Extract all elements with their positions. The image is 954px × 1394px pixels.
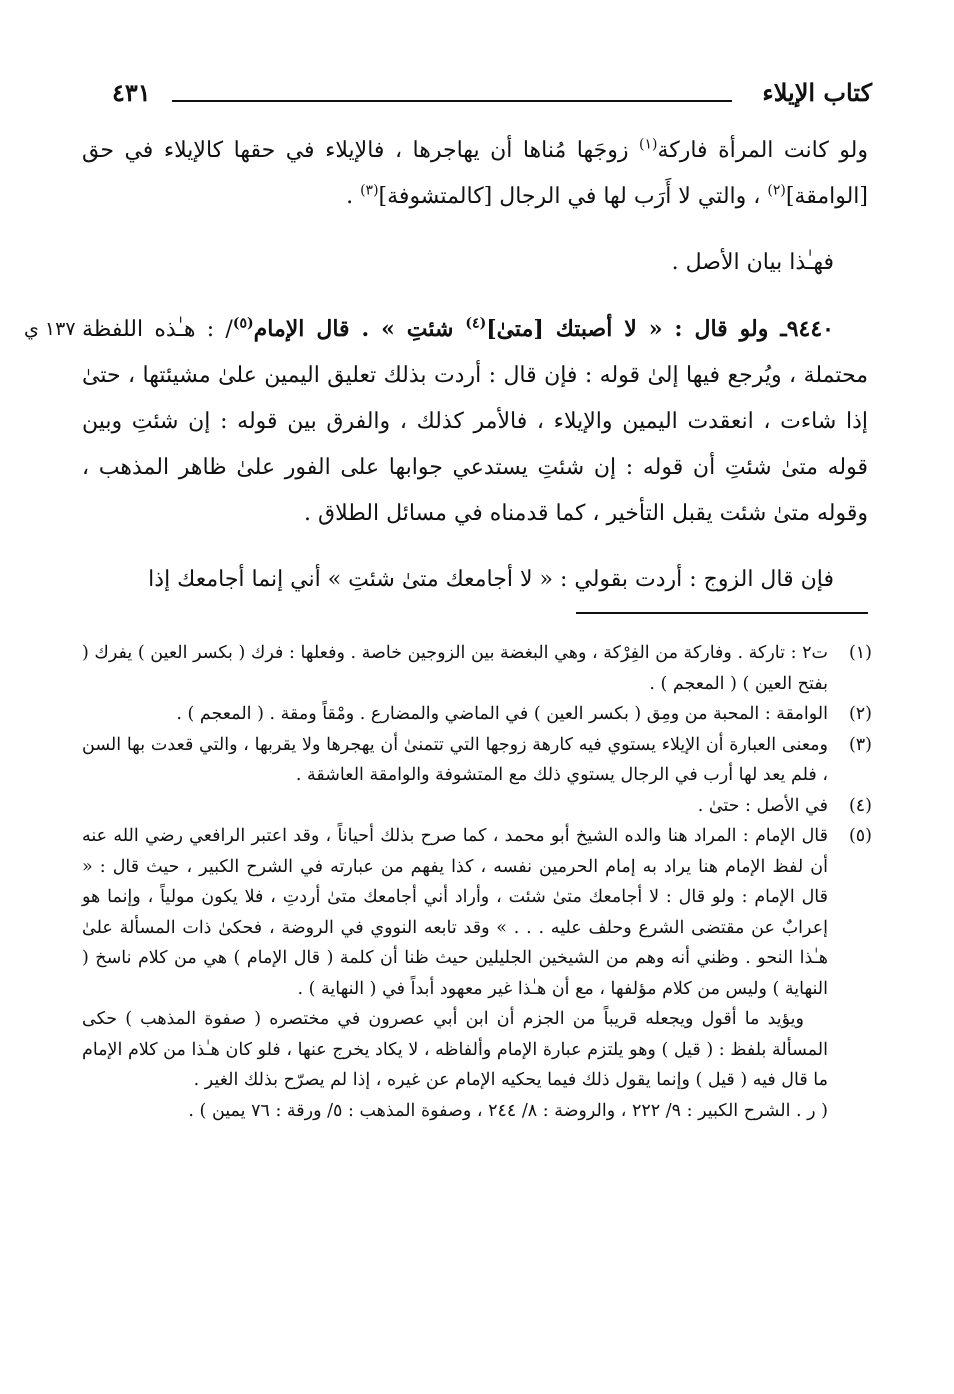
header-rule bbox=[172, 100, 732, 102]
footnote-ref-1: (١) bbox=[638, 136, 658, 153]
footnote-separator bbox=[576, 612, 868, 614]
footnote-2: (٢) الوامقة : المحبة من ومِق ( بكسر العين ) في الماضي والمضارع . ومْقاً ومقة . ( المعجم ) . bbox=[176, 704, 872, 724]
paragraph-2: فهـٰذا بيان الأصل . bbox=[671, 250, 834, 275]
imam-label: قال الإمام bbox=[253, 316, 350, 342]
paragraph-1: ولو كانت المرأة فاركة$^{(١)}$ زوجَها مُناها أن يهاجرها ، فالإيلاء في حقها كالإيلاء في حق [الوامقة]$^{(٢)}$ ، والتي لا أَرَب لها في الرجال [كالمتشوفة]$^{(٣)}$ . bbox=[82, 136, 868, 209]
page-number: ٤٣١ bbox=[112, 78, 151, 107]
footnote-ref-5: (٥) bbox=[232, 315, 254, 332]
footnote-3: (٣) ومعنى العبارة أن الإيلاء يستوي فيه كارهة زوجها التي تتمنىٰ أن يهجرها ولا يقربها ، والتي قعدت بها السن ، فلم يعد لها أرب في الرجال يستوي ذلك مع المتشوفة والوامقة العاشقة . bbox=[82, 734, 872, 785]
footnote-ref-3: (٣) bbox=[360, 182, 379, 199]
paragraph-4: فإن قال الزوج : أردت بقولي : « لا أجامعك متىٰ شئتِ » أني إنما أجامعك إذا bbox=[148, 567, 834, 592]
footnote-5: (٥) قال الإمام : المراد هنا والده الشيخ أبو محمد ، كما صرح بذلك أحياناً ، وقد اعتبر الرافعي رضي الله عنه أن لفظ الإمام هنا يراد به إمام الحرمين نفسه ، كذا يفهم من عبارته في الشرح الكبير ، حيث قال : « قال الإمام : ولو قال : لا أجامعك متىٰ شئت ، وأراد أني أجامعك متىٰ أردتِ ، فلا يكون مولياً ، وإنما هو إعرابٌ عن مقتضى الشرع وحلف عليه . . . » وقد تابعه النووي في الروضة ، فحكىٰ ذات المسألة علىٰ هـٰذا النحو . وظني أنه وهم من الشيخين الجليلين حيث ظنا أن كلمة ( قال الإمام ) هي من كلام ناسخ ( النهاية ) وليس من كلام مؤلفها ، مع أن هـٰذا غير معهود أبداً في ( النهاية ) . bbox=[82, 826, 872, 999]
footnote-5-references: ( ر . الشرح الكبير : ٩/ ٢٢٢ ، والروضة : ٨/ ٢٤٤ ، وصفوة المذهب : ٥/ ورقة : ٧٦ يمين ) . bbox=[188, 1100, 828, 1121]
margin-note: ١٣٧ ي bbox=[24, 318, 76, 340]
footnote-ref-2: (٢) bbox=[767, 182, 786, 199]
footnote-ref-4: (٤) bbox=[465, 315, 487, 332]
paragraph-number: ٩٤٤٠ـ bbox=[780, 316, 834, 342]
footnotes bbox=[82, 638, 872, 1126]
footnote-5-continuation: ويؤيد ما أقول ويجعله قريباً من الجزم أن ابن أبي عصرون في مختصره ( صفوة المذهب ) حكى المسألة بلفظ : ( قيل ) وهو يلتزم عبارة الإمام وألفاظه ، لا يكاد يخرج عنها ، فلو كان هـٰذا من كلام الإمام ما قال فيه ( قيل ) وإنما يقول ذلك فيما يحكيه الإمام عن غيره ، إذا لم يصرّح بذلك الغير . bbox=[82, 1009, 828, 1090]
chapter-title: كتاب الإيلاء bbox=[762, 78, 872, 107]
main-text bbox=[82, 128, 868, 603]
footnote-4: (٤) في الأصل : حتىٰ . bbox=[697, 795, 872, 816]
paragraph-3: ٩٤٤٠ـ ولو قال : « لا أصبتك [متىٰ]$^{(٤)}$ شئتِ » . قال الإمام$^{(٥)}$/ : هـٰذه اللفظة محتملة ، ويُرجع فيها إلىٰ قوله : فإن قال : أردت بذلك تعليق اليمين علىٰ مشيئتها ، حتىٰ إذا شاءت ، انعقدت اليمين والإيلاء ، فالأمر كذلك ، والفرق بين قوله : إن شئتِ وبين قوله متىٰ شئتِ أن قوله : إن شئتِ يستدعي جوابها على الفور علىٰ ظاهر المذهب ، وقوله متىٰ شئت يقبل التأخير ، كما قدمناه في مسائل الطلاق . bbox=[82, 315, 868, 526]
footnote-1: (١) ت٢ : تاركة . وفاركة من الفِرْكة ، وهي البغضة بين الزوجين خاصة . وفعلها : فرك ( بكسر العين ) يفرك ( بفتح العين ) ( المعجم ) . bbox=[82, 643, 872, 694]
running-header bbox=[112, 78, 872, 112]
